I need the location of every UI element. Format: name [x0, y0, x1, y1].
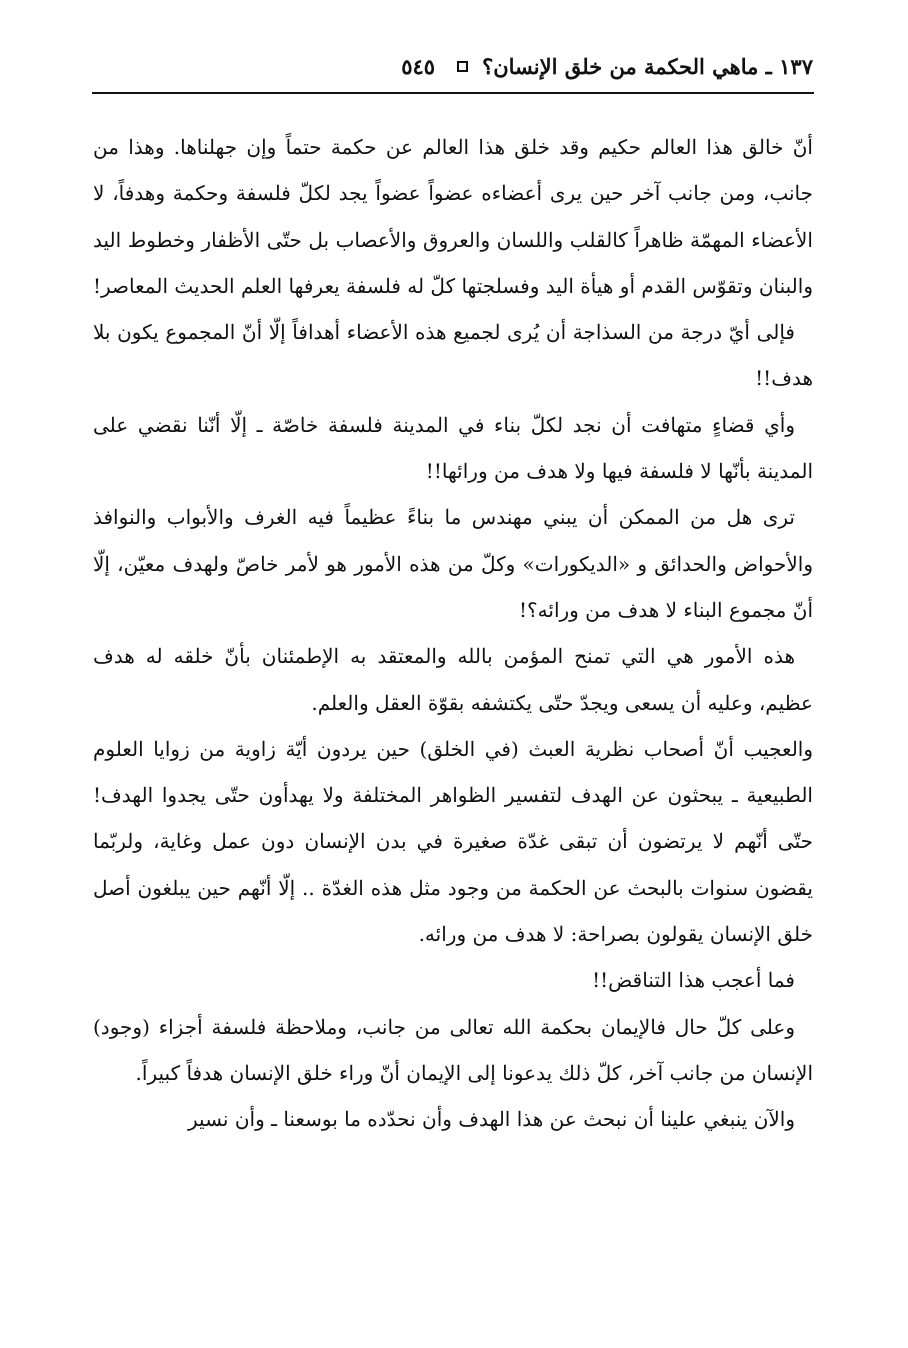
paragraph-5: هذه الأمور هي التي تمنح المؤمن بالله والمعتقد به الإطمئنان بأنّ خلقه له هدف عظيم، وعليه أن يسعى ويجدّ حتّى يكتشفه بقوّة العقل والعلم.: [93, 644, 813, 715]
square-marker-icon: [457, 61, 468, 72]
paragraph-2: فإلى أيّ درجة من السذاجة أن يُرى لجميع هذه الأعضاء أهدافاً إلّا أنّ المجموع يكون بلا هدف!!: [93, 320, 813, 391]
body-text: [93, 124, 813, 1143]
running-header: [92, 46, 813, 86]
chapter-title: ١٣٧ ـ ماهي الحكمة من خلق الإنسان؟: [482, 53, 813, 79]
paragraph-1: أنّ خالق هذا العالم حكيم وقد خلق هذا العالم عن حكمة حتماً وإن جهلناها. وهذا من جانب، ومن جانب آخر حين يرى أعضاءه عضواً عضواً يجد لكلّ فلسفة وحكمة وهدفاً، لا الأعضاء المهمّة ظاهراً كالقلب واللسان والعروق والأعصاب بل حتّى الأظفار وخطوط اليد والبنان وتقوّس القدم أو هيأة اليد وفسلجتها كلّ له فلسفة يعرفها العلم الحديث المعاصر!: [92, 135, 813, 298]
header-divider: [92, 92, 814, 94]
paragraph-3: وأي قضاءٍ متهافت أن نجد لكلّ بناء في المدينة فلسفة خاصّة ـ إلّا أنّنا نقضي على المدينة بأنّها لا فلسفة فيها ولا هدف من ورائها!!: [93, 412, 813, 484]
paragraph-9: والآن ينبغي علينا أن نبحث عن هذا الهدف وأن نحدّده ما بوسعنا ـ وأن نسير: [188, 1107, 795, 1132]
paragraph-7: فما أعجب هذا التناقض!!: [592, 968, 795, 993]
page-number: ٥٤٥: [401, 53, 436, 79]
paragraph-6: والعجيب أنّ أصحاب نظرية العبث (في الخلق) حين يردون أيّة زاوية من زوايا العلوم الطبيعية ـ يبحثون عن الهدف لتفسير الظواهر المختلفة ولا يهدأون حتّى يجدوا الهدف! حتّى أنّهم لا يرتضون أن تبقى غدّة صغيرة في بدن الإنسان دون عمل وغاية، ولربّما يقضون سنوات بالبحث عن الحكمة من وجود مثل هذه الغدّة .. إلّا أنّهم حين يبلغون أصل خلق الإنسان يقولون بصراحة: لا هدف من ورائه.: [93, 736, 813, 947]
paragraph-8: وعلى كلّ حال فالإيمان بحكمة الله تعالى من جانب، وملاحظة فلسفة أجزاء (وجود) الإنسان من جانب آخر، كلّ ذلك يدعونا إلى الإيمان أنّ وراء خلق الإنسان هدفاً كبيراً.: [93, 1014, 813, 1085]
paragraph-4: ترى هل من الممكن أن يبني مهندس ما بناءً عظيماً فيه الغرف والأبواب والنوافذ والأحواض والحدائق و «الديكورات» وكلّ من هذه الأمور هو لأمر خاصّ ولهدف معيّن، إلّا أنّ مجموع البناء لا هدف من ورائه؟!: [93, 505, 813, 622]
